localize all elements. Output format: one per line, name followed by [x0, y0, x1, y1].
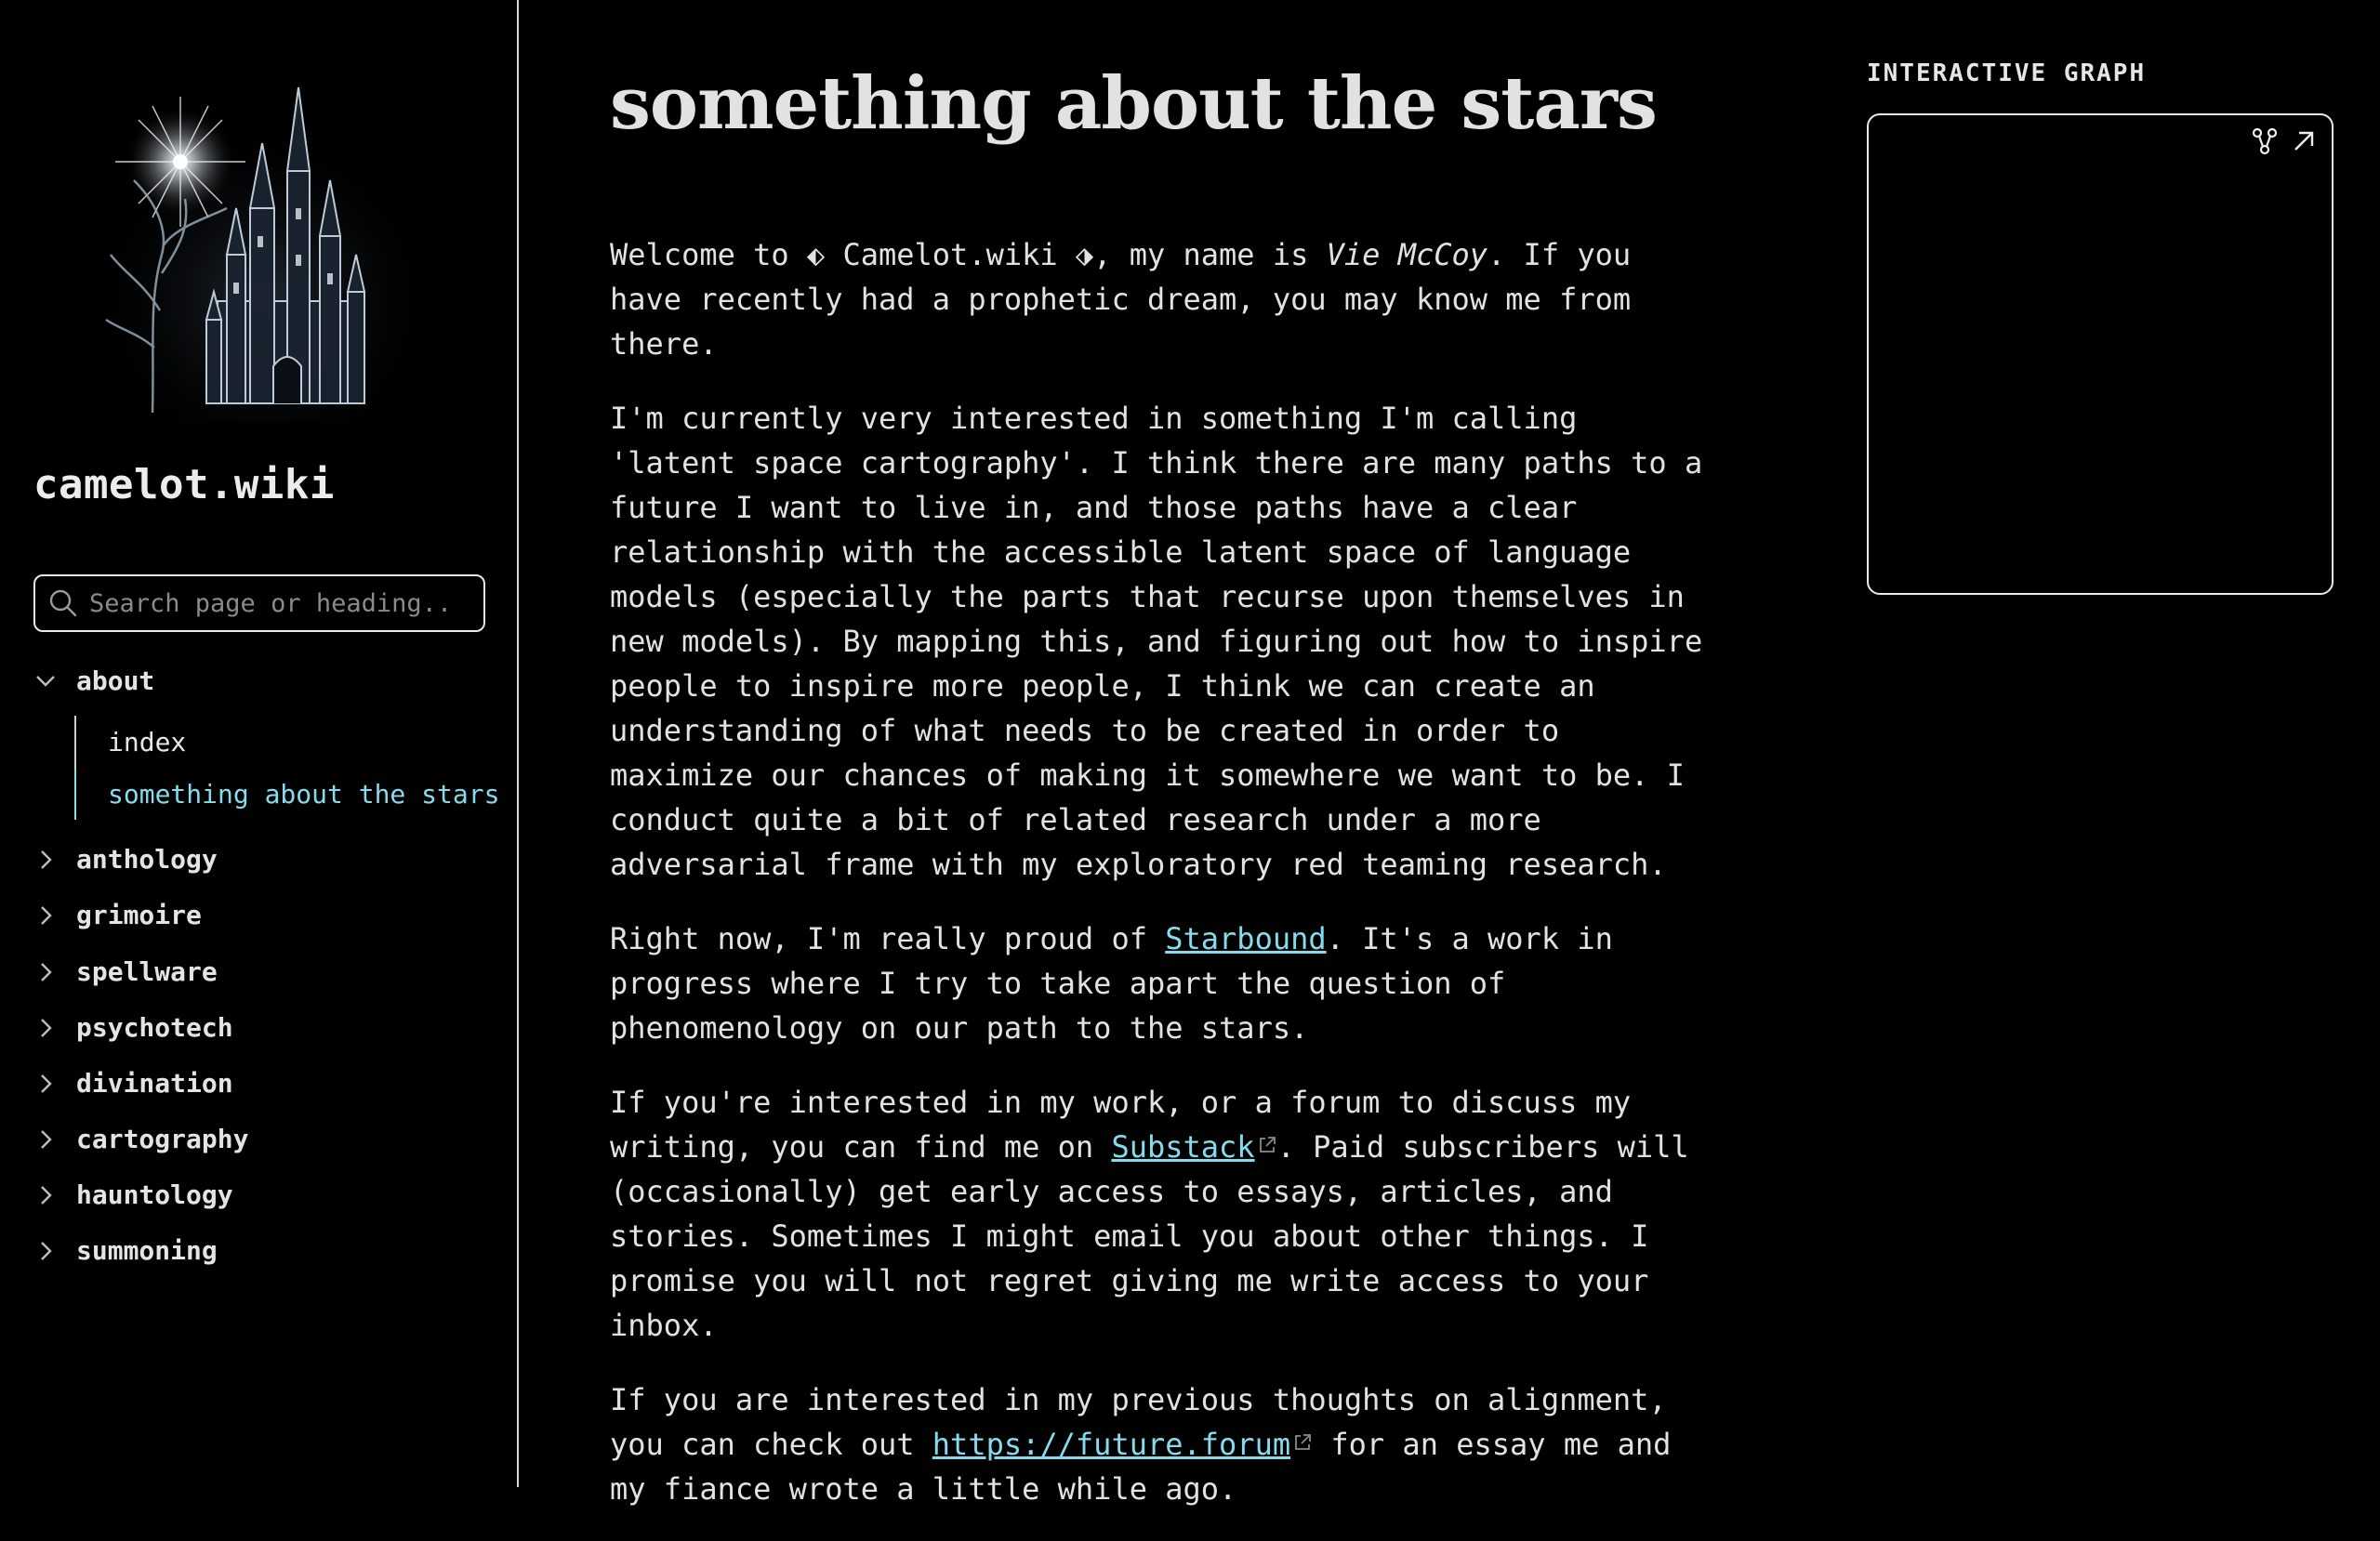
chevron-down-icon	[33, 669, 58, 693]
nav-folder-cartography[interactable]	[33, 1124, 248, 1154]
nav-folder-grimoire[interactable]	[33, 900, 202, 930]
paragraph-latent-space	[610, 396, 1707, 887]
text-span: . If you	[1488, 237, 1632, 272]
text-line: 'latent space cartography'. I think there are many paths to a	[610, 445, 1703, 481]
author-name: Vie McCoy	[1326, 237, 1488, 272]
site-title[interactable]: camelot.wiki	[33, 461, 335, 508]
nav-folder-label: cartography	[76, 1124, 249, 1154]
paragraph-substack	[610, 1080, 1707, 1348]
text-span: If you're interested in my work, or a forum to discuss my	[610, 1085, 1632, 1120]
chevron-right-icon	[33, 1072, 58, 1096]
castle-star-logo[interactable]	[87, 69, 441, 422]
nav-folder-label: psychotech	[76, 1012, 233, 1043]
about-children	[74, 716, 513, 820]
text-span: there.	[610, 326, 718, 362]
external-link-icon	[1292, 1432, 1313, 1453]
text-span: have recently had a prophetic dream, you may know me from	[610, 282, 1632, 317]
text-span: promise you will not regret giving me write access to your	[610, 1263, 1649, 1298]
chevron-right-icon	[33, 903, 58, 928]
search-input[interactable]	[89, 589, 480, 618]
text-line: maximize our chances of making it somewhere we want to be. I	[610, 757, 1685, 793]
starbound-link[interactable]: Starbound	[1165, 921, 1327, 956]
chevron-right-icon	[33, 1183, 58, 1207]
text-span: ⬖ Camelot.wiki ⬗	[806, 237, 1094, 272]
text-span: stories. Sometimes I might email you about other things. I	[610, 1218, 1649, 1254]
nav-folder-label: divination	[76, 1068, 233, 1099]
text-span: phenomenology on our path to the stars.	[610, 1010, 1309, 1046]
graph-heading: INTERACTIVE GRAPH	[1867, 59, 2147, 87]
page-title: something about the stars	[610, 61, 1657, 146]
paragraph-starbound	[610, 916, 1707, 1050]
nav-folder-label: about	[76, 665, 155, 696]
paragraph-welcome	[610, 232, 1707, 366]
nav-folder-anthology[interactable]	[33, 844, 218, 875]
nav-folder-psychotech[interactable]	[33, 1012, 233, 1043]
text-span: progress where I try to take apart the question of	[610, 966, 1506, 1001]
chevron-right-icon	[33, 960, 58, 984]
future-forum-link[interactable]: https://future.forum	[932, 1427, 1291, 1462]
text-line: future I want to live in, and those paths have a clear	[610, 490, 1578, 525]
text-span: Right now, I'm really proud of	[610, 921, 1166, 956]
text-span: (occasionally) get early access to essays, articles, and	[610, 1174, 1613, 1209]
text-span: , my name is	[1093, 237, 1327, 272]
paragraph-alignment	[610, 1377, 1707, 1511]
text-span: inbox.	[610, 1308, 718, 1343]
nav-folder-spellware[interactable]	[33, 956, 218, 987]
graph-toolbar	[2250, 126, 2319, 156]
text-line: new models). By mapping this, and figuring out how to inspire	[610, 624, 1703, 659]
text-span: . It's a work in	[1326, 921, 1613, 956]
text-line: I'm currently very interested in something I'm calling	[610, 401, 1578, 436]
nav-folder-label: grimoire	[76, 900, 202, 930]
nav-folder-label: anthology	[76, 844, 218, 875]
external-link-icon	[1257, 1135, 1277, 1155]
text-line: understanding of what needs to be created in order to	[610, 713, 1560, 748]
expand-arrow-icon[interactable]	[2289, 126, 2319, 156]
substack-link[interactable]: Substack	[1111, 1129, 1255, 1165]
sidebar	[0, 0, 519, 1487]
chevron-right-icon	[33, 1127, 58, 1152]
nav-folder-divination[interactable]	[33, 1068, 233, 1099]
text-span: my fiance wrote a little while ago.	[610, 1471, 1237, 1507]
active-indicator	[74, 770, 76, 820]
chevron-right-icon	[33, 1239, 58, 1263]
nav-folder-label: summoning	[76, 1235, 218, 1266]
nav-folder-label: spellware	[76, 956, 218, 987]
search-box[interactable]	[33, 574, 485, 632]
nav-folder-label: hauntology	[76, 1179, 233, 1210]
text-line: models (especially the parts that recurse upon themselves in	[610, 579, 1685, 614]
text-span: Welcome to	[610, 237, 807, 272]
interactive-graph[interactable]	[1867, 113, 2334, 595]
text-line: relationship with the accessible latent space of language	[610, 534, 1632, 570]
nav-folder-summoning[interactable]	[33, 1235, 218, 1266]
text-span: for an essay me and	[1313, 1427, 1672, 1462]
text-span: you can check out	[610, 1427, 932, 1462]
search-icon	[48, 588, 78, 618]
text-span: writing, you can find me on	[610, 1129, 1112, 1165]
graph-nodes-icon[interactable]	[2250, 126, 2280, 156]
nav-folder-hauntology[interactable]	[33, 1179, 233, 1210]
text-span: If you are interested in my previous thoughts on alignment,	[610, 1382, 1667, 1417]
chevron-right-icon	[33, 1016, 58, 1040]
article-body	[610, 232, 1707, 1541]
nav-item-index[interactable]: index	[108, 727, 187, 757]
text-line: people to inspire more people, I think we can create an	[610, 668, 1595, 704]
text-span: . Paid subscribers will	[1276, 1129, 1689, 1165]
text-line: conduct quite a bit of related research under a more	[610, 802, 1541, 837]
chevron-right-icon	[33, 848, 58, 872]
nav-item-something-about-the-stars[interactable]: something about the stars	[108, 779, 500, 810]
text-line: adversarial frame with my exploratory red teaming research.	[610, 847, 1667, 882]
nav-folder-about[interactable]	[33, 665, 154, 696]
